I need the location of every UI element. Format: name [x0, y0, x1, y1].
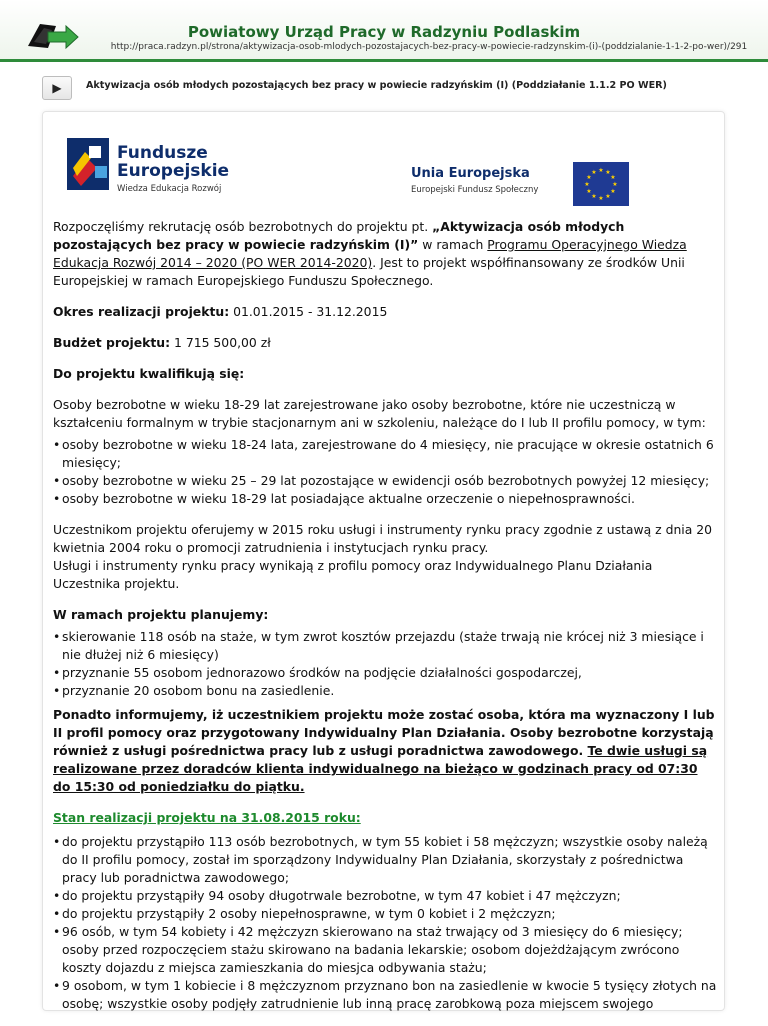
list-item: • 96 osób, w tym 54 kobiety i 42 mężczyzn skierowano na staż trwający od 3 miesięcy do 6 miesięcy; osoby przed rozpoczęciem stażu skirowano na badania lekarskie; osobom dojeżdżającym zwrócono koszty dojazdu z miejsca zamieszkania do miesjca odbywania stażu;	[62, 923, 717, 977]
svg-text:★: ★	[605, 169, 611, 176]
article-title: Aktywizacja osób młodych pozostających bez pracy w powiecie radzyńskim (I) (Poddziałanie 1.1.2 PO WER)	[86, 80, 667, 91]
svg-text:★: ★	[610, 188, 616, 195]
list-item: • do projektu przystąpiło 113 osób bezrobotnych, w tym 55 kobiet i 58 mężczyzn; wszystkie osoby należą do II profilu pomocy, został im sporządzony Indywidualny Plan Działania, skorzystały z pośrednictwa pracy lub poradnictwa zawodowego;	[62, 833, 717, 887]
list-item: • przyznanie 20 osobom bonu na zasiedlenie.	[62, 682, 717, 700]
notice-text: Ponadto informujemy, iż uczestnikiem projektu może zostać osoba, która ma wyznaczony I lub II profil pomocy oraz przygotowany Indywidualny Plan Działania. Osoby bezrobotne korzystają również z usługi pośrednictwa pracy lub z usługi poradnictwa zawodowego.	[53, 707, 715, 758]
budget-paragraph	[53, 334, 717, 352]
svg-text:★: ★	[591, 193, 597, 200]
plan-list	[53, 628, 717, 700]
article-body	[53, 218, 717, 1026]
svg-text:★: ★	[610, 174, 616, 181]
intro-text: w ramach	[418, 237, 488, 252]
fundusze-europejskie-emblem-icon	[67, 138, 109, 190]
notice-underlined-text: Te dwie usługi są realizowane przez doradców klienta indywidualnego na bieżąco w godzinach pracy od 07:30 do 15:30 od poniedziałku do piątku.	[53, 743, 708, 794]
offer-paragraph	[53, 521, 717, 593]
program-link[interactable]: Programu Operacyjnego Wiedza Edukacja Rozwój 2014 – 2020 (PO WER 2014-2020)	[53, 237, 687, 270]
page-url: http://praca.radzyn.pl/strona/aktywizacja-osob-mlodych-pozostajacych-bez-pracy-w-powiecie-radzynskim-(i)-(poddzialanie-1-1-2-po-wer)/291	[110, 42, 748, 52]
ue-subtitle: Europejski Fundusz Społeczny	[411, 185, 539, 195]
site-header	[0, 0, 768, 62]
funding-logos	[67, 130, 703, 214]
list-item: • osoby bezrobotne w wieku 25 – 29 lat pozostające w ewidencji osób bezrobotnych powyżej 12 miesięcy;	[62, 472, 717, 490]
intro-paragraph	[53, 218, 717, 290]
article-content	[42, 111, 725, 1011]
fe-name-line-2: Europejskie	[117, 161, 230, 181]
plan-heading: W ramach projektu planujemy:	[53, 607, 269, 622]
site-title[interactable]: Powiatowy Urząd Pracy w Radzyniu Podlaskim	[187, 23, 581, 41]
period-label: Okres realizacji projektu:	[53, 304, 230, 319]
arrow-right-icon[interactable]: ▶	[42, 76, 72, 100]
status-heading: Stan realizacji projektu na 31.08.2015 roku:	[53, 810, 361, 825]
fe-name-line-1: Fundusze	[117, 143, 208, 163]
svg-text:★: ★	[598, 195, 604, 202]
svg-text:★: ★	[586, 188, 592, 195]
status-list	[53, 833, 717, 1013]
ue-name: Unia Europejska	[411, 166, 530, 181]
qualify-list	[53, 436, 717, 508]
offer-text: Uczestnikom projektu oferujemy w 2015 roku usługi i instrumenty rynku pracy zgodnie z ustawą z dnia 20 kwietnia 2004 roku o promocji zatrudnienia i instytucjach rynku pracy.	[53, 522, 713, 555]
intro-text: Rozpoczęliśmy rekrutację osób bezrobotnych do projektu pt.	[53, 219, 433, 234]
list-item: • do projektu przystąpiły 2 osoby niepełnosprawne, w tym 0 kobiet i 2 mężczyzn;	[62, 905, 717, 923]
project-name: „Aktywizacja osób młodych pozostających bez pracy w powiecie radzyńskim (I)”	[53, 219, 625, 252]
budget-label: Budżet projektu:	[53, 335, 171, 350]
fe-subtitle: Wiedza Edukacja Rozwój	[117, 184, 222, 194]
list-item: • do projektu przystąpiły 94 osoby długotrwale bezrobotne, w tym 47 kobiet i 47 mężczyzn;	[62, 887, 717, 905]
unia-europejska-text	[411, 166, 538, 195]
svg-text:★: ★	[612, 181, 618, 188]
article-title-bar	[42, 74, 732, 102]
qualify-description: Osoby bezrobotne w wieku 18-29 lat zarejestrowane jako osoby bezrobotne, które nie uczestniczą w kształceniu formalnym w trybie stacjonarnym ani w szkoleniu, należące do I lub II profilu pomocy, w tym:	[53, 397, 706, 430]
svg-text:★: ★	[584, 181, 590, 188]
qualify-heading: Do projektu kwalifikują się:	[53, 366, 245, 381]
list-item: • osoby bezrobotne w wieku 18-29 lat posiadające aktualne orzeczenie o niepełnosprawności.	[62, 490, 717, 508]
list-item: • 9 osobom, w tym 1 kobiecie i 8 mężczyznom przyznano bon na zasiedlenie w kwocie 5 tysięcy złotych na osobę; wszystkie osoby podjęły zatrudnienie lub inną pracę zarobkową poza miejscem swojego	[62, 977, 717, 1013]
list-item: • osoby bezrobotne w wieku 18-24 lata, zarejestrowane do 4 miesięcy, nie pracujące w okresie ostatnich 6 miesięcy;	[62, 436, 717, 472]
svg-text:★: ★	[605, 193, 611, 200]
budget-value: 1 715 500,00 zł	[170, 335, 271, 350]
svg-text:★: ★	[598, 167, 604, 174]
fundusze-europejskie-text	[117, 144, 229, 194]
period-value: 01.01.2015 - 31.12.2015	[229, 304, 388, 319]
svg-text:★: ★	[586, 174, 592, 181]
notice-paragraph	[53, 706, 717, 796]
period-paragraph	[53, 303, 717, 321]
svg-text:★: ★	[591, 169, 597, 176]
list-item: • skierowanie 118 osób na staże, w tym zwrot kosztów przejazdu (staże trwają nie krócej niż 3 miesiące i nie dłużej niż 6 miesięcy)	[62, 628, 717, 664]
list-item: • przyznanie 55 osobom jednorazowo środków na podjęcie działalności gospodarczej,	[62, 664, 717, 682]
offer-text: Usługi i instrumenty rynku pracy wynikają z profilu pomocy oraz Indywidualnego Planu Działania Uczestnika projektu.	[53, 558, 653, 591]
eu-flag-icon	[573, 162, 629, 206]
intro-text: . Jest to projekt współfinansowany ze środków Unii Europejskiej w ramach Europejskiego Funduszu Społecznego.	[53, 255, 685, 288]
